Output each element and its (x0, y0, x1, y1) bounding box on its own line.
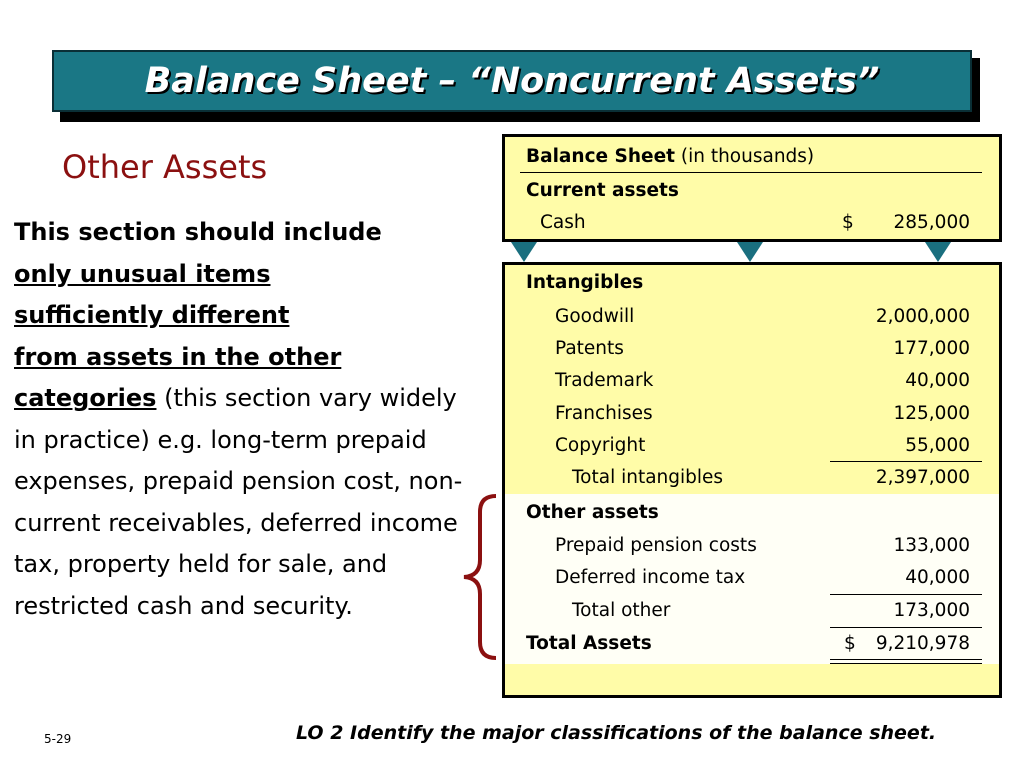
section-heading: Other Assets (62, 148, 268, 186)
body-underline-2: sufficiently different (14, 301, 290, 329)
subtotal-rule (830, 594, 982, 595)
body-text (14, 212, 464, 627)
intangible-item-value: 55,000 (905, 435, 970, 456)
intangible-item-value: 125,000 (893, 403, 970, 424)
header-rule (520, 172, 982, 173)
other-asset-item-value: 133,000 (893, 535, 970, 556)
curly-brace-icon (450, 492, 500, 662)
connector-arrow-icon (511, 242, 537, 262)
total-other-value: 173,000 (893, 600, 970, 621)
subtotal-rule (830, 461, 982, 462)
total-assets-value: 9,210,978 (875, 633, 970, 654)
body-underline-4: categories (14, 384, 157, 412)
intangible-item-value: 177,000 (893, 338, 970, 359)
total-rule (830, 627, 982, 628)
connector-arrow-icon (925, 242, 951, 262)
cash-label: Cash (540, 212, 586, 233)
body-rest: (this section vary widely in practice) e.g. long-term prepaid expenses, prepaid pension cost, non-current receivables, deferred income tax, property held for sale, and restricted cash and security. (14, 384, 463, 620)
body-underline-1: only unusual items (14, 259, 271, 288)
total-intangibles-label: Total intangibles (572, 467, 724, 488)
total-other-label: Total other (572, 600, 671, 621)
double-rule-bottom (830, 663, 982, 664)
total-intangibles-value: 2,397,000 (875, 467, 970, 488)
intangible-item-label: Copyright (555, 435, 646, 456)
total-assets-dollar-sign: $ (844, 633, 856, 654)
intangible-item-value: 40,000 (905, 370, 970, 391)
cash-dollar-sign: $ (842, 212, 854, 233)
total-assets-label: Total Assets (526, 633, 652, 654)
balance-sheet-unit-note: (in thousands) (680, 146, 815, 167)
intangible-item-label: Goodwill (555, 306, 635, 327)
current-assets-label: Current assets (526, 180, 679, 201)
double-rule-top (830, 659, 982, 660)
slide-title: Balance Sheet – “Noncurrent Assets” (144, 61, 880, 101)
intangible-item-label: Patents (555, 338, 624, 359)
learning-objective: LO 2 Identify the major classifications of the balance sheet. (296, 722, 937, 744)
other-asset-item-value: 40,000 (905, 567, 970, 588)
intangible-item-label: Franchises (555, 403, 653, 424)
slide-number: 5-29 (44, 732, 72, 746)
intangible-item-value: 2,000,000 (875, 306, 970, 327)
balance-sheet-title: Balance Sheet (526, 146, 675, 167)
intangible-item-label: Trademark (555, 370, 654, 391)
other-asset-item-label: Deferred income tax (555, 567, 746, 588)
body-underline-3: from assets in the other (14, 342, 342, 371)
body-lead: This section should include (14, 218, 382, 246)
intangibles-label: Intangibles (526, 272, 644, 293)
title-bar (52, 50, 972, 112)
other-asset-item-label: Prepaid pension costs (555, 535, 757, 556)
cash-value: 285,000 (893, 212, 970, 233)
other-assets-label: Other assets (526, 502, 659, 523)
balance-sheet-header (526, 146, 814, 167)
connector-arrow-icon (737, 242, 763, 262)
